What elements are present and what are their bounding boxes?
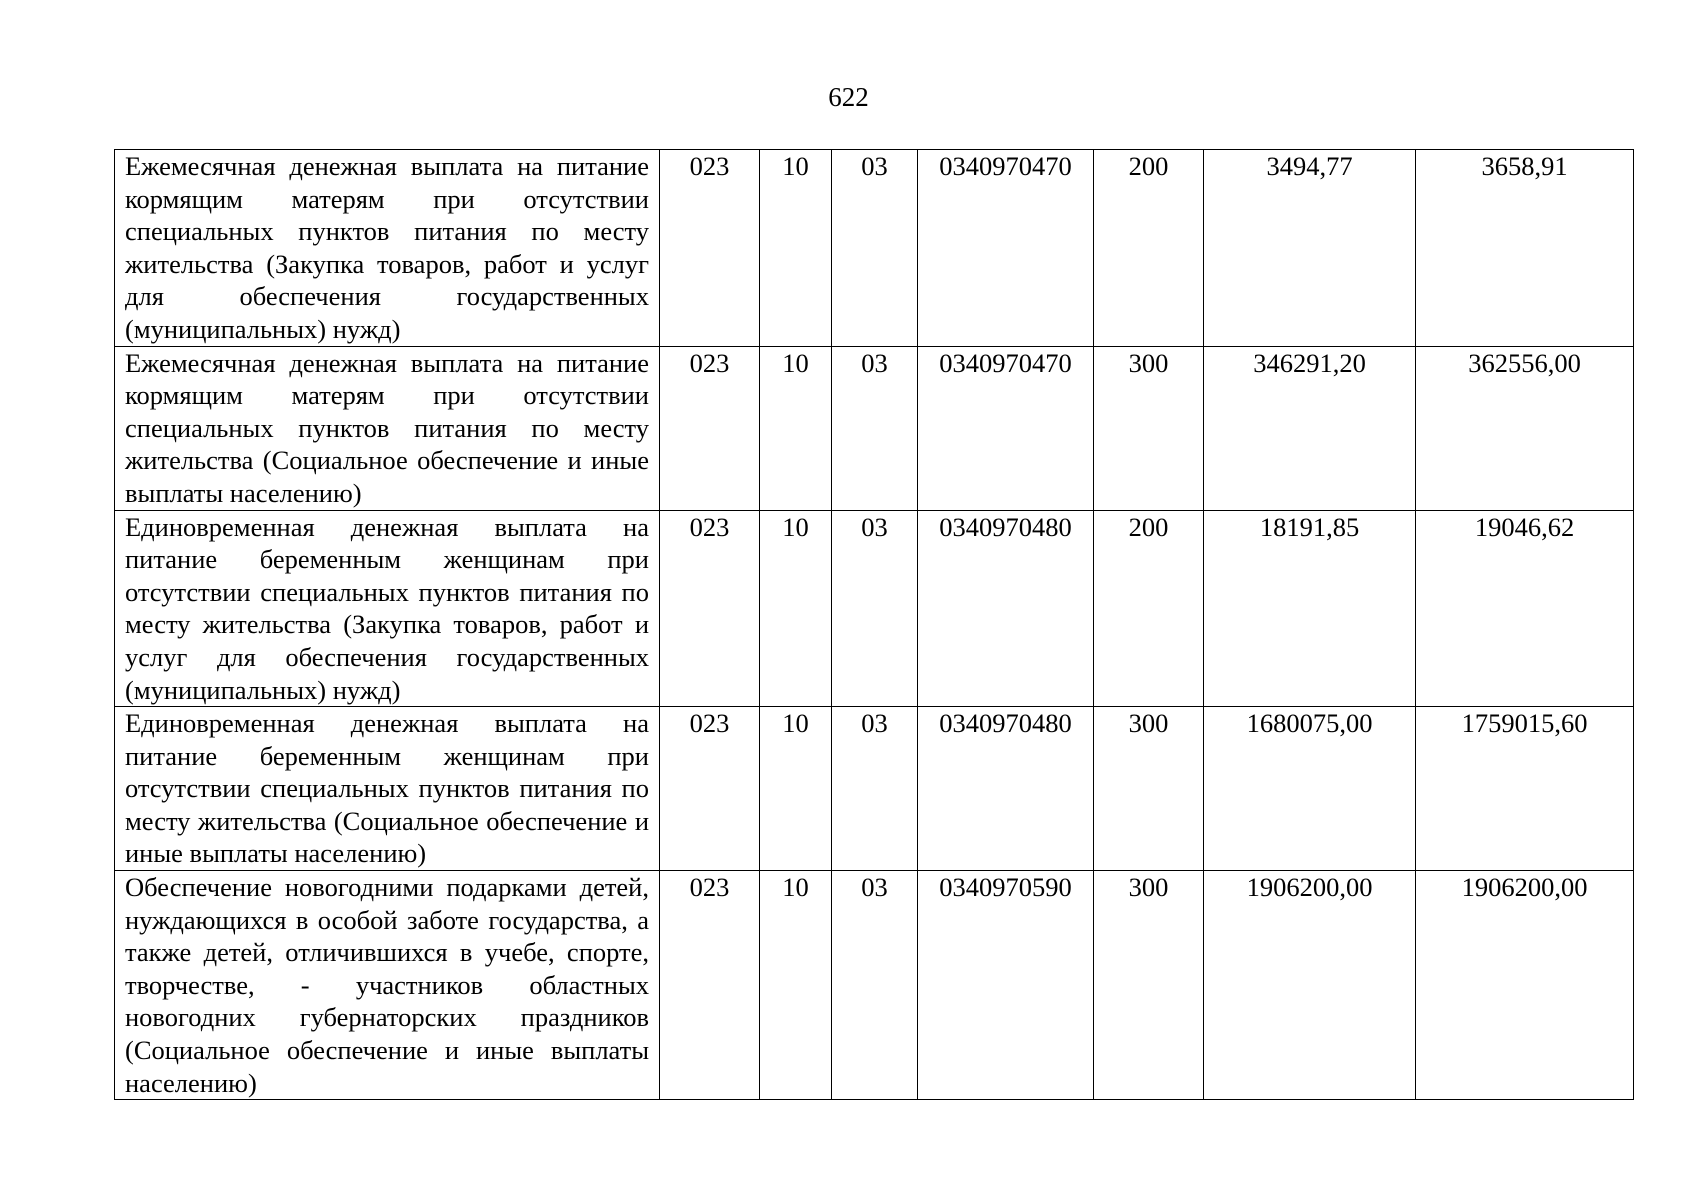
target-article-code: 0340970470: [918, 346, 1094, 510]
ministry-code: 023: [660, 871, 760, 1100]
target-article-code: 0340970480: [918, 707, 1094, 871]
ministry-code: 023: [660, 346, 760, 510]
ministry-code: 023: [660, 510, 760, 707]
table-row: [115, 707, 1634, 871]
subsection-code: 03: [832, 346, 918, 510]
row-description: Единовременная денежная выплата на питание беременным женщинам при отсутствии специальных пунктов питания по месту жительства (Закупка товаров, работ и услуг для обеспечения государственных (муниципальных) нужд): [115, 510, 660, 707]
expense-type-code: 300: [1094, 346, 1204, 510]
amount-year-1: 1680075,00: [1204, 707, 1416, 871]
section-code: 10: [760, 871, 832, 1100]
row-description: Обеспечение новогодними подарками детей, нуждающихся в особой заботе государства, а также детей, отличившихся в учебе, спорте, творчестве, - участников областных новогодних губернаторских праздников (Социальное обеспечение и иные выплаты населению): [115, 871, 660, 1100]
amount-year-1: 346291,20: [1204, 346, 1416, 510]
section-code: 10: [760, 707, 832, 871]
expense-type-code: 300: [1094, 871, 1204, 1100]
section-code: 10: [760, 510, 832, 707]
subsection-code: 03: [832, 707, 918, 871]
page-number: 622: [828, 82, 869, 112]
target-article-code: 0340970480: [918, 510, 1094, 707]
ministry-code: 023: [660, 150, 760, 347]
subsection-code: 03: [832, 871, 918, 1100]
target-article-code: 0340970590: [918, 871, 1094, 1100]
section-code: 10: [760, 346, 832, 510]
subsection-code: 03: [832, 510, 918, 707]
amount-year-2: 1759015,60: [1416, 707, 1634, 871]
ministry-code: 023: [660, 707, 760, 871]
expense-type-code: 200: [1094, 150, 1204, 347]
amount-year-1: 18191,85: [1204, 510, 1416, 707]
row-description: Ежемесячная денежная выплата на питание кормящим матерям при отсутствии специальных пунктов питания по месту жительства (Закупка товаров, работ и услуг для обеспечения государственных (муниципальных) нужд): [115, 150, 660, 347]
amount-year-2: 19046,62: [1416, 510, 1634, 707]
amount-year-1: 1906200,00: [1204, 871, 1416, 1100]
table-row: [115, 510, 1634, 707]
expense-type-code: 200: [1094, 510, 1204, 707]
section-code: 10: [760, 150, 832, 347]
row-description: Ежемесячная денежная выплата на питание кормящим матерям при отсутствии специальных пунктов питания по месту жительства (Социальное обеспечение и иные выплаты населению): [115, 346, 660, 510]
subsection-code: 03: [832, 150, 918, 347]
amount-year-2: 3658,91: [1416, 150, 1634, 347]
table-row: [115, 871, 1634, 1100]
amount-year-2: 362556,00: [1416, 346, 1634, 510]
budget-table: [114, 149, 1634, 1100]
target-article-code: 0340970470: [918, 150, 1094, 347]
table-row: [115, 346, 1634, 510]
expense-type-code: 300: [1094, 707, 1204, 871]
amount-year-2: 1906200,00: [1416, 871, 1634, 1100]
amount-year-1: 3494,77: [1204, 150, 1416, 347]
row-description: Единовременная денежная выплата на питание беременным женщинам при отсутствии специальных пунктов питания по месту жительства (Социальное обеспечение и иные выплаты населению): [115, 707, 660, 871]
table-row: [115, 150, 1634, 347]
